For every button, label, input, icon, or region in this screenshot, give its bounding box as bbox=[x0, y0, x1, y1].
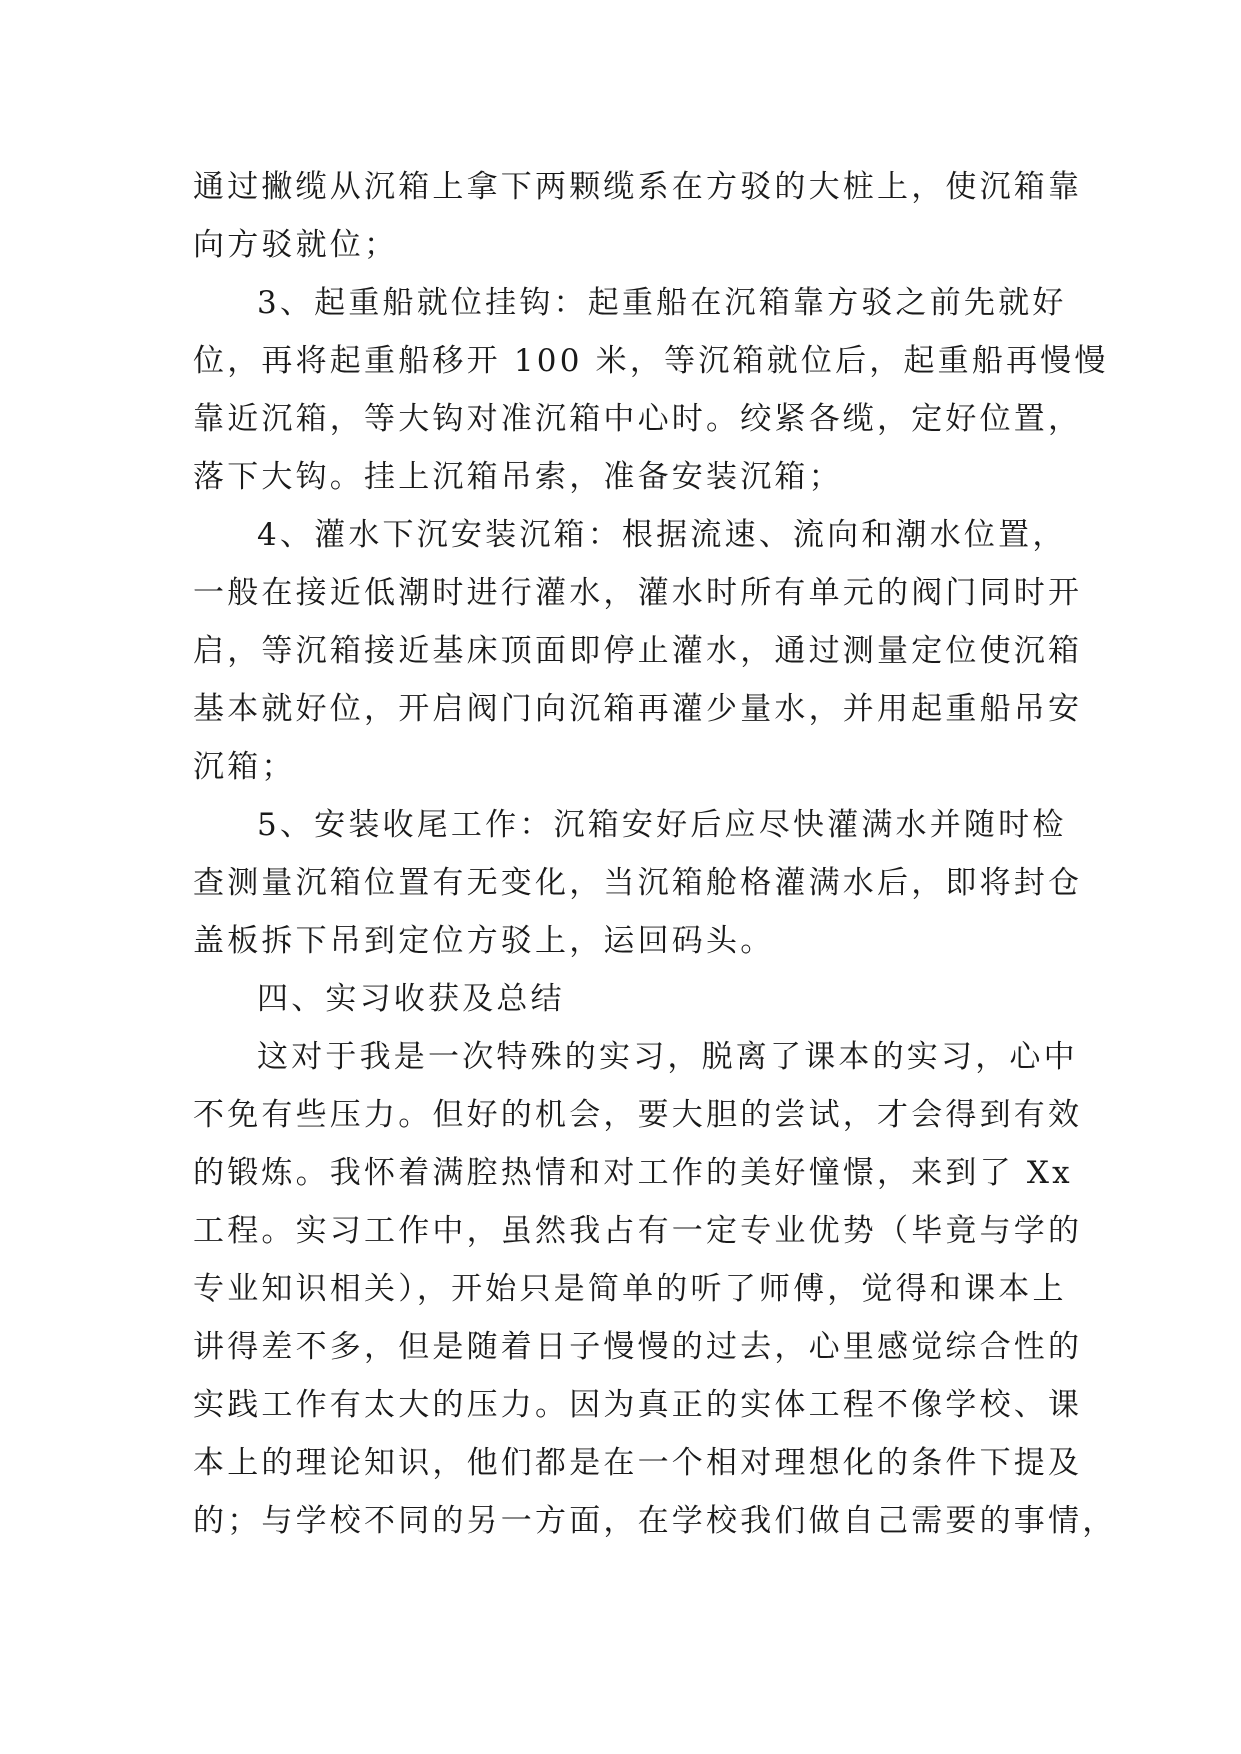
text-line: 3、起重船就位挂钩：起重船在沉箱靠方驳之前先就好 bbox=[257, 285, 1067, 321]
text-line: 四、实习收获及总结 bbox=[257, 981, 565, 1017]
text-line: 一般在接近低潮时进行灌水，灌水时所有单元的阀门同时开 bbox=[193, 575, 1083, 611]
text-line: 本上的理论知识，他们都是在一个相对理想化的条件下提及 bbox=[193, 1445, 1083, 1481]
text-line: 通过撇缆从沉箱上拿下两颗缆系在方驳的大桩上，使沉箱靠 bbox=[193, 169, 1083, 205]
text-line: 基本就好位，开启阀门向沉箱再灌少量水，并用起重船吊安 bbox=[193, 691, 1083, 727]
document-body bbox=[193, 158, 1117, 1550]
text-line: 沉箱； bbox=[193, 749, 296, 785]
text-line: 向方驳就位； bbox=[193, 227, 399, 263]
text-line: 4、灌水下沉安装沉箱：根据流速、流向和潮水位置， bbox=[257, 517, 1067, 553]
text-line: 位，再将起重船移开 100 米，等沉箱就位后，起重船再慢慢 bbox=[193, 343, 1109, 379]
text-line: 盖板拆下吊到定位方驳上，运回码头。 bbox=[193, 923, 775, 959]
text-line: 这对于我是一次特殊的实习，脱离了课本的实习，心中 bbox=[257, 1039, 1078, 1075]
text-line: 不免有些压力。但好的机会，要大胆的尝试，才会得到有效 bbox=[193, 1097, 1083, 1133]
text-line: 落下大钩。挂上沉箱吊索，准备安装沉箱； bbox=[193, 459, 843, 495]
text-line: 查测量沉箱位置有无变化，当沉箱舱格灌满水后，即将封仓 bbox=[193, 865, 1083, 901]
text-line: 靠近沉箱，等大钩对准沉箱中心时。绞紧各缆，定好位置， bbox=[193, 401, 1083, 437]
text-line: 讲得差不多，但是随着日子慢慢的过去，心里感觉综合性的 bbox=[193, 1329, 1083, 1365]
text-line: 的；与学校不同的另一方面，在学校我们做自己需要的事情， bbox=[193, 1503, 1117, 1539]
text-line: 工程。实习工作中，虽然我占有一定专业优势（毕竟与学的 bbox=[193, 1213, 1083, 1249]
text-line: 专业知识相关），开始只是简单的听了师傅，觉得和课本上 bbox=[193, 1271, 1067, 1307]
text-line: 的锻炼。我怀着满腔热情和对工作的美好憧憬，来到了 Xx bbox=[193, 1155, 1073, 1191]
text-line: 5、安装收尾工作：沉箱安好后应尽快灌满水并随时检 bbox=[257, 807, 1067, 843]
text-line: 启，等沉箱接近基床顶面即停止灌水，通过测量定位使沉箱 bbox=[193, 633, 1083, 669]
text-line: 实践工作有太大的压力。因为真正的实体工程不像学校、课 bbox=[193, 1387, 1083, 1423]
